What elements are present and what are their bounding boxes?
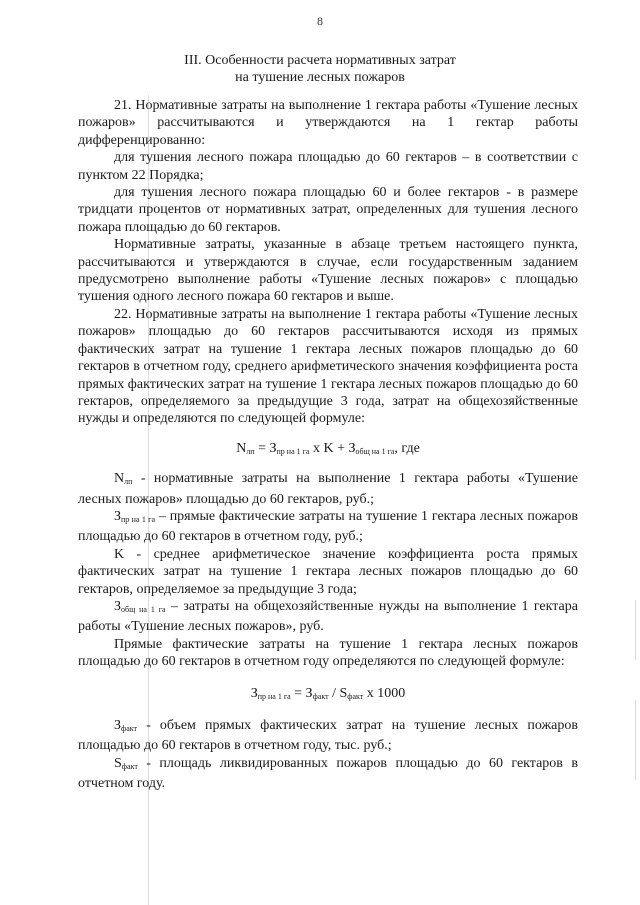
formula-direct-costs: $З_{пр на 1 га} = З_{факт} / S_{факт}$ x 1000 — [250, 685, 406, 701]
paragraph-21-item-2: для тушения лесного пожара площадью 60 и более гектаров - в размере тридцати процентов от нормативных затрат, определенных для тушения лесного пожара площадью до 60 гектаров. — [78, 185, 578, 235]
formula-normative-costs: $N_{лп} = З_{пр на 1 га}$ x $K + З_{общ на 1 га}$, где — [236, 440, 420, 456]
definition-k: K - среднее арифметическое значение коэффициента роста прямых фактических затрат на тушение 1 гектара лесных пожаров площадью до 60 гектаров, определяемое за предыдущие 3 года; — [78, 546, 578, 597]
section-heading-line-2: на тушение лесных пожаров — [235, 70, 405, 85]
definition-z-fakt: $З_{факт}$ - объем прямых фактических затрат на тушение лесных пожаров площадью до 60 гектаров в отчетном году, тыс. руб.; — [78, 718, 578, 754]
scan-edge-mark — [635, 700, 636, 780]
paragraph-21: 21. Нормативные затраты на выполнение 1 гектара работы «Тушение лесных пожаров» рассчитываются и утверждаются на 1 гектар работы дифференцированно: — [78, 98, 578, 148]
page-number: 8 — [317, 14, 323, 28]
document-body — [78, 97, 578, 793]
definition-z-pr: $З_{пр на 1 га}$ – прямые фактические затраты на тушение 1 гектара лесных пожаров площадью до 60 гектаров в отчетном году, руб.; — [78, 508, 578, 545]
scan-edge-mark — [635, 600, 636, 660]
definition-s-fakt: $S_{факт}$ - площадь ликвидированных пожаров площадью до 60 гектаров в отчетном году. — [78, 755, 578, 792]
paragraph-21-note: Нормативные затраты, указанные в абзаце третьем настоящего пункта, рассчитываются и утверждаются в случае, если государственным заданием предусмотрено выполнение работы «Тушение лесных пожаров» с площадью тушения одного лесного пожара 60 гектаров и выше. — [78, 237, 578, 305]
paragraph-22-direct-costs: Прямые фактические затраты на тушение 1 гектара лесных пожаров площадью до 60 гектаров в отчетном году определяются по следующей формуле: — [78, 636, 578, 670]
definition-z-obsh: $З_{общ на 1 га}$ – затраты на общехозяйственные нужды на выполнение 1 гектара работы «Тушение лесных пожаров», руб. — [78, 598, 578, 635]
section-heading-line-1: III. Особенности расчета нормативных затрат — [184, 53, 456, 68]
section-heading — [60, 52, 580, 86]
paragraph-22: 22. Нормативные затраты на выполнение 1 гектара работы «Тушение лесных пожаров» площадью до 60 гектаров рассчитываются исходя из прямых фактических затрат на тушение 1 гектара лесных пожаров площадью до 60 гектаров в отчетном году, среднего арифметического значения коэффициента роста прямых фактических затрат на тушение 1 гектара лесных пожаров площадью до 60 гектаров, определяемого за предыдущие 3 года, затрат на общехозяйственные нужды и определяются по следующей формуле: — [78, 306, 578, 427]
definition-n-lp: $N_{лп}$ - нормативные затраты на выполнение 1 гектара работы «Тушение лесных пожаров» площадью до 60 гектаров, руб.; — [78, 471, 578, 507]
paragraph-21-item-1: для тушения лесного пожара площадью до 60 гектаров – в соответствии с пунктом 22 Порядка; — [78, 150, 578, 183]
